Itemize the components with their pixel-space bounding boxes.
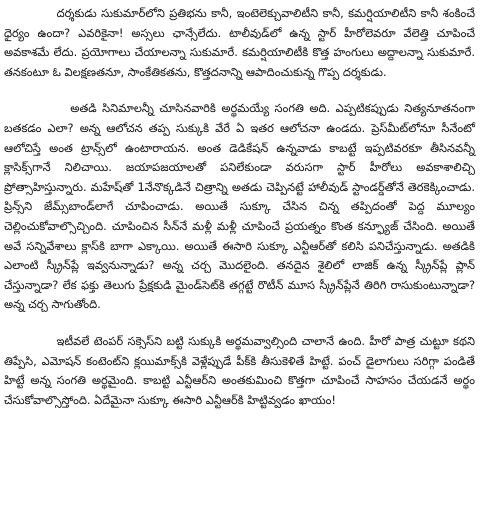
article-paragraph-3: ఇటీవలే టెంపర్ సక్సెస్‌ని బట్టి సుక్కుకి అర్థమవ్వాల్సింది చాలానే ఉంది. హీరో పాత్ర చుట్టూ కథని తిప్పేసి, ఎమోషన్ కంటెంట్‌ని క్లయిమాక్స్‌కి వెళ్లేప్పుడే పీక్‌కి తీసుకెళితే హిట్టే. పంచ్ డైలాగులు సరిగ్గా పండితే హిట్టే అన్న సంగతి అర్థమైంది. కాబట్టి ఎన్టీఆర్‌ని అంతకుమించి కొత్తగా చూపించే సాహసం చేయడనే అర్థం చేసుకోవాల్సొస్తోంది. ఏదేమైనా సుక్కూ ఈసారి ఎన్టీఆర్‌కి హిట్టివ్వడం ఖాయం! <box>4 333 479 407</box>
article-paragraph-1: దర్శకుడు సుకుమార్‌లోని ప్రతిభను కానీ, ఇంటెలెక్చువాలిటీని కానీ, కమర్షియాలిటీని కానీ శంకించే ధైర్యం ఉందా? ఎవరికైనా! అస్సలు ఛాన్సేలేదు. టాలీవుడ్‌లో ఉన్న స్టార్ హీరోలెవరూ వేలెత్తి చూపించే అవకాశమే లేదు. ప్రయోగాలు చేయాలన్నా సుకుమారే. కమర్షియాలిటీకి కొత్త హంగులు అద్దాలన్నా సుకుమారే. తనకంటూ ఓ విలక్షణతనూ, సాంకేతికతను, కొత్తదనాన్ని ఆపాదించుకున్న గొప్ప దర్శకుడు. <box>4 6 479 79</box>
article-paragraph-2: అతడి సినిమాలన్నీ చూసినవారికి అర్థమయ్యే సంగతి అది. ఎప్పటికప్పుడు నిత్యనూతనంగా బతకడం ఎలా? అన్న ఆలోచన తప్ప సుక్కుకి వేరే ఏ ఇతర ఆలోచనా ఉండదు. ప్రెస్‌మీట్‌లోనూ సీనేంటో ఆలోచిస్తే అంత ట్రాన్స్‌లో ఉంటారాయన. అంత డెడికేషన్ ఉన్నవాడు కాబట్టే ఇప్పటివరకూ తీసినవన్నీ క్లాసిక్స్‌గానే నిలిచాయి. జయాపజయాలతో పనిలేకుండా వరుసగా స్టార్ హీరోలు అవకాశాలిచ్చి ప్రోత్సాహిస్తున్నారు. మహేష్‌తో 1నేనొక్కడినే చిత్రాన్ని అతడు చెప్పినట్టే హాలీవుడ్ స్టాండర్డ్‌తోనే తెరకెక్కించాడు. ప్రిన్స్‌ని జేమ్స్‌బాండ్‌లాగే చూపించాడు. అయితే సుక్కూ చేసిన చిన్న తప్పిదంతో పెద్ద మూల్యం చెల్లించుకోవాల్సొచ్చింది. చూపించిన సీన్‌నే మళ్లీ మళ్లీ చూపించే ప్రయత్నం కొంత కన్ఫ్యూజ్ చేసింది. అయితే అవే సన్నివేశాలు క్లాస్‌కి బాగా ఎక్కాయి. అయితే ఈసారి సుక్కూ ఎన్టీఆర్‌తో కలిసి పనిచేస్తున్నాడు. అతడికి ఎలాంటి స్క్రీన్‌ప్లే ఇవ్వనున్నాడు? అన్న చర్చ మొదలైంది. తనదైన శైలిలో లాజిక్ ఉన్న స్క్రీన్‌ప్లే ప్లాన్ చేస్తున్నాడా? లేక ఫక్తు తెలుగు ప్రేక్షకుడి మైండ్‌సెట్‌కి తగ్గట్టే రొటీన్ మూస స్క్రీన్‌ప్లేనే తిరిగి రాసుకుంటున్నాడా? అన్న చర్చ సాగుతోంది. <box>4 101 479 312</box>
